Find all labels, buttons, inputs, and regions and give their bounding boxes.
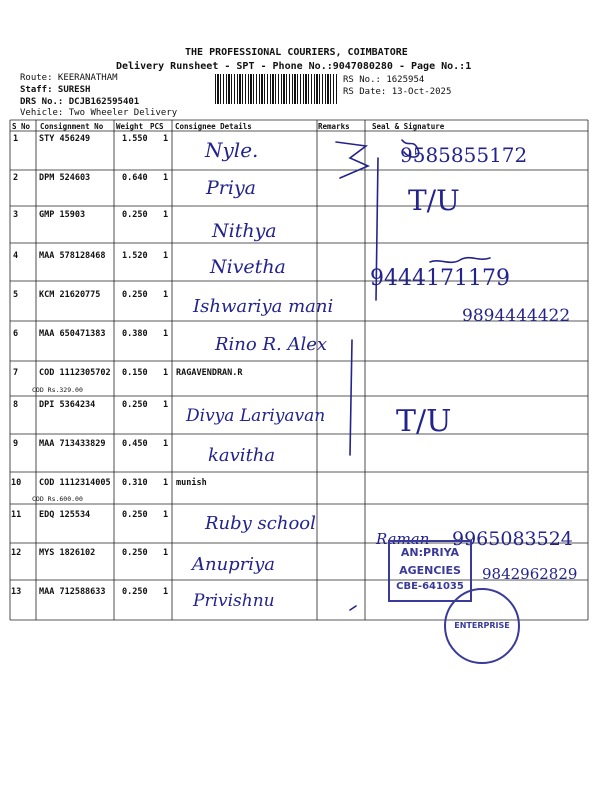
- row-9-sno: 9: [13, 439, 19, 449]
- row-7-consignment: COD 1112305702: [39, 368, 111, 378]
- col-consignment: Consignment No: [40, 122, 104, 131]
- row-9-pcs: 1: [163, 439, 169, 449]
- row-4-pcs: 1: [163, 251, 169, 261]
- row-4-weight: 1.520: [122, 251, 148, 261]
- row-8-consignment: DPI 5364234: [39, 400, 96, 410]
- handwritten-phone-12: 9842962829: [482, 565, 578, 583]
- row-12-sno: 12: [11, 548, 22, 558]
- rs-date: RS Date: 13-Oct-2025: [343, 87, 452, 97]
- handwritten-phone-5: 9894444422: [462, 306, 571, 326]
- handwritten-name-9: kavitha: [208, 445, 276, 466]
- col-sno: S No: [12, 122, 31, 131]
- row-12-consignment: MYS 1826102: [39, 548, 96, 558]
- row-6-consignment: MAA 650471383: [39, 329, 106, 339]
- stamp-line-3: CBE-641035: [396, 581, 464, 592]
- row-5-weight: 0.250: [122, 290, 148, 300]
- handwritten-receiver-name: Raman: [376, 530, 430, 548]
- handwritten-phone-4: 9444171179: [370, 266, 510, 291]
- row-10-weight: 0.310: [122, 478, 148, 488]
- handwritten-name-1: Nyle.: [205, 138, 259, 162]
- row-1-consignment: STY 456249: [39, 134, 91, 144]
- row-11-sno: 11: [11, 510, 22, 520]
- vehicle-label: Vehicle: Two Wheeler Delivery: [20, 108, 178, 118]
- row-11-pcs: 1: [163, 510, 169, 520]
- round-seal-text: ENTERPRISE: [454, 621, 510, 630]
- row-13-consignment: MAA 712588633: [39, 587, 106, 597]
- row-5-sno: 5: [13, 290, 19, 300]
- row-2-weight: 0.640: [122, 173, 148, 183]
- row-13-pcs: 1: [163, 587, 169, 597]
- route-label: Route: KEERANATHAM: [20, 73, 118, 83]
- handwritten-tu-2: T/U: [396, 404, 452, 439]
- row-7-pcs: 1: [163, 368, 169, 378]
- agency-stamp: [388, 540, 472, 602]
- handwritten-name-4: Nivetha: [210, 256, 286, 278]
- row-2-consignment: DPM 524603: [39, 173, 91, 183]
- col-seal: Seal & Signature: [372, 122, 445, 131]
- row-7-cod-amount: COD Rs.329.00: [32, 386, 83, 394]
- col-weight: Weight: [116, 122, 144, 131]
- stamp-line-1: AN:PRIYA: [400, 546, 460, 559]
- row-8-sno: 8: [13, 400, 19, 410]
- handwritten-name-2: Priya: [206, 177, 257, 199]
- handwritten-name-12: Anupriya: [192, 554, 275, 575]
- col-pcs: PCS: [150, 122, 164, 131]
- row-7-consignee: RAGAVENDRAN.R: [176, 368, 243, 378]
- handwritten-name-6: Rino R. Alex: [215, 334, 328, 355]
- row-5-pcs: 1: [163, 290, 169, 300]
- row-2-pcs: 1: [163, 173, 169, 183]
- handwritten-name-3: Nithya: [212, 220, 277, 242]
- row-10-sno: 10: [11, 478, 22, 488]
- row-11-weight: 0.250: [122, 510, 148, 520]
- row-5-consignment: KCM 21620775: [39, 290, 101, 300]
- row-12-pcs: 1: [163, 548, 169, 558]
- runsheet-title: THE PROFESSIONAL COURIERS, COIMBATORE: [185, 47, 408, 58]
- staff-label: Staff: SURESH: [20, 85, 91, 95]
- runsheet-subtitle: Delivery Runsheet - SPT - Phone No.:9047080280 - Page No.:1: [116, 61, 472, 72]
- row-1-pcs: 1: [163, 134, 169, 144]
- row-3-sno: 3: [13, 210, 19, 220]
- handwritten-tu-1: T/U: [408, 184, 460, 217]
- row-9-consignment: MAA 713433829: [39, 439, 106, 449]
- row-8-pcs: 1: [163, 400, 169, 410]
- row-6-weight: 0.380: [122, 329, 148, 339]
- row-3-pcs: 1: [163, 210, 169, 220]
- row-10-pcs: 1: [163, 478, 169, 488]
- row-6-sno: 6: [13, 329, 19, 339]
- rs-number: RS No.: 1625954: [343, 75, 425, 85]
- handwritten-name-13: Privishnu: [193, 591, 275, 611]
- row-10-consignee: munish: [176, 478, 207, 488]
- handwritten-phone-1: 9585855172: [400, 143, 528, 167]
- row-13-sno: 13: [11, 587, 22, 597]
- row-4-sno: 4: [13, 251, 19, 261]
- handwritten-phone-11: 9965083524: [452, 528, 573, 550]
- row-8-weight: 0.250: [122, 400, 148, 410]
- row-12-weight: 0.250: [122, 548, 148, 558]
- row-3-weight: 0.250: [122, 210, 148, 220]
- handwritten-name-8: Divya Lariyavan: [186, 406, 326, 426]
- col-remarks: Remarks: [318, 122, 350, 131]
- row-11-consignment: EDQ 125534: [39, 510, 91, 520]
- round-seal: [444, 588, 520, 664]
- row-10-consignment: COD 1112314005: [39, 478, 111, 488]
- row-7-weight: 0.150: [122, 368, 148, 378]
- stamp-line-2: AGENCIES: [399, 564, 461, 577]
- handwritten-name-11: Ruby school: [205, 513, 316, 534]
- row-4-consignment: MAA 578128468: [39, 251, 106, 261]
- row-1-sno: 1: [13, 134, 19, 144]
- handwritten-name-5: Ishwariya mani: [193, 296, 334, 317]
- row-3-consignment: GMP 15903: [39, 210, 86, 220]
- row-2-sno: 2: [13, 173, 19, 183]
- row-10-cod-amount: COD Rs.600.00: [32, 495, 83, 503]
- row-6-pcs: 1: [163, 329, 169, 339]
- row-9-weight: 0.450: [122, 439, 148, 449]
- row-13-weight: 0.250: [122, 587, 148, 597]
- row-7-sno: 7: [13, 368, 19, 378]
- drs-number: DRS No.: DCJB162595401: [20, 97, 140, 107]
- col-consignee: Consignee Details: [175, 122, 252, 131]
- row-1-weight: 1.550: [122, 134, 148, 144]
